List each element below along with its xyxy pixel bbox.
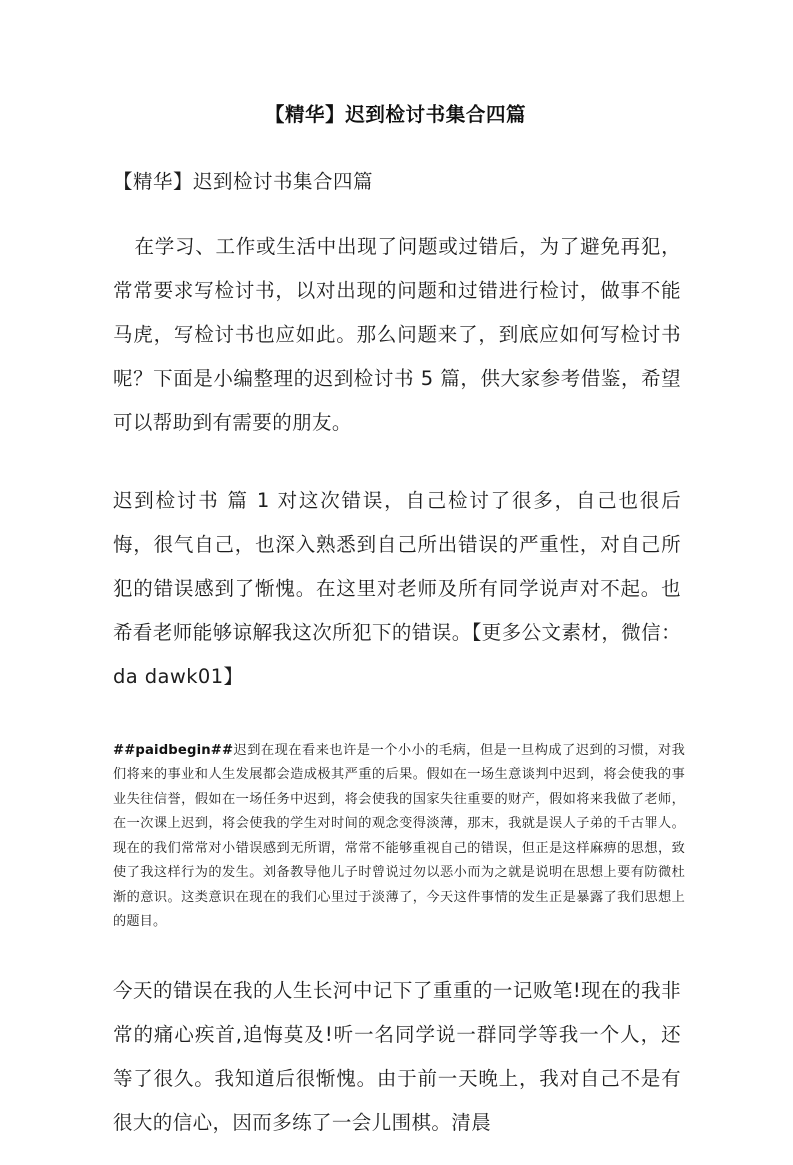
- paragraph-closing: 今天的错误在我的人生长河中记下了重重的一记败笔!现在的我非常的痛心疾首,追悔莫及!听一名同学说一群同学等我一个人，还等了很久。我知道后很惭愧。由于前一天晚上，我对自己不是有很大的信心，因而多练了一会儿围棋。清晨: [113, 978, 681, 1134]
- paragraph-spacer: [113, 955, 683, 969]
- paragraph-spacer: [113, 719, 683, 739]
- paid-begin-marker: ##paidbegin##: [113, 742, 234, 758]
- document-content: [113, 100, 683, 1165]
- document-heading-repeat: 【精华】迟到检讨书集合四篇: [113, 170, 374, 194]
- page-title: 【精华】迟到检讨书集合四篇: [264, 103, 527, 126]
- paid-block-body: 迟到在现在看来也许是一个小小的毛病，但是一旦构成了迟到的习惯，对我们将来的事业和人生发展都会造成极其严重的后果。假如在一场生意谈判中迟到，将会使我的事业失往信誉，假如在一场任务中迟到，将会使我的国家失往重要的财产，假如将来我做了老师，在一次课上迟到，将会使我的学生对时间的观念变得淡薄，那末，我就是误人子弟的千古罪人。现在的我们常常对小错误感到无所谓，常常不能够重视自己的错误，但正是这样麻痹的思想，致使了我这样行为的发生。刘备教导他儿子时曾说过勿以恶小而为之就是说明在思想上要有防微杜渐的意识。这类意识在现在的我们心里过于淡薄了，今天这件事情的发生正是暴露了我们思想上的题目。: [113, 742, 685, 929]
- paragraph-paid-block: [113, 739, 685, 935]
- paragraph-section-1: 迟到检讨书 篇 1 对这次错误，自己检讨了很多，自己也很后悔，很气自己，也深入熟悉到自己所出错误的严重性，对自己所犯的错误感到了惭愧。在这里对老师及所有同学说声对不起。也希看老师能够谅解我这次所犯下的错误。【更多公文素材，微信：da dawk01】: [113, 488, 681, 688]
- paragraph-spacer: [113, 465, 683, 479]
- paragraph-intro: 在学习、工作或生活中出现了问题或过错后，为了避免再犯，常常要求写检讨书，以对出现的问题和过错进行检讨，做事不能马虎，写检讨书也应如此。那么问题来了，到底应如何写检讨书呢？下面是小编整理的迟到检讨书 5 篇，供大家参考借鉴，希望可以帮助到有需要的朋友。: [113, 234, 681, 434]
